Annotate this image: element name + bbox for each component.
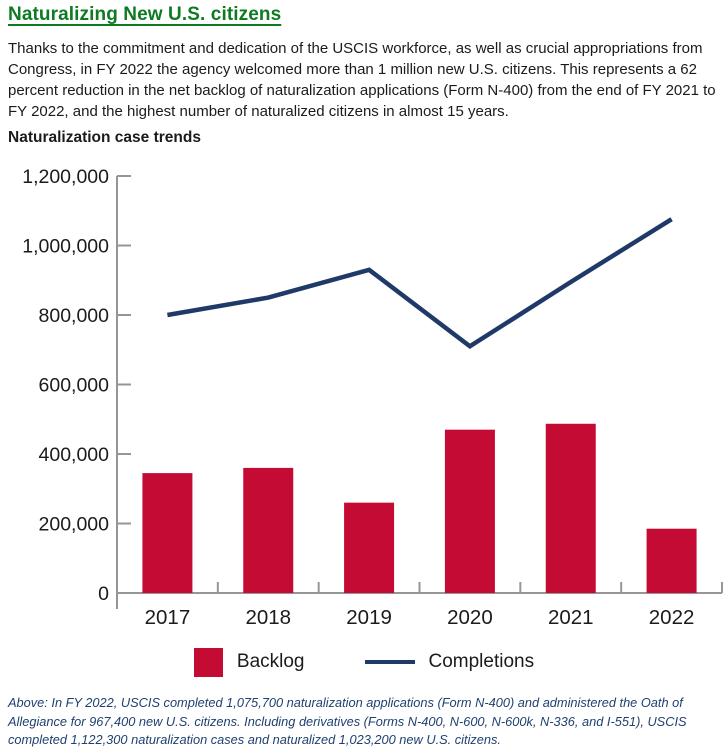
page-title: Naturalizing New U.S. citizens <box>8 4 282 25</box>
backlog-bar <box>344 503 394 593</box>
x-axis-year-label: 2021 <box>547 606 594 629</box>
chart-caption: Above: In FY 2022, USCIS completed 1,075,700 naturalization applications (Form N-400) and administered the Oath of Allegiance for 967,400 new U.S. citizens. Including derivatives (Forms N-400, N-600, N-600k, N-336, and I-551), USCIS completed 1,122,300 naturalization cases and naturalized 1,023,200 new U.S. citizens. <box>8 695 687 747</box>
y-axis-tick-label: 600,000 <box>38 374 109 397</box>
backlog-bar <box>647 529 697 593</box>
y-axis-tick-label: 400,000 <box>38 444 109 466</box>
backlog-bar <box>546 424 596 593</box>
x-axis-year-label: 2020 <box>447 606 493 629</box>
x-axis-year-label: 2022 <box>648 606 695 629</box>
completions-legend-line-swatch <box>365 660 415 665</box>
y-axis-tick-label: 0 <box>98 583 109 605</box>
y-axis-tick-label: 200,000 <box>38 513 109 536</box>
x-axis-year-label: 2018 <box>245 606 292 629</box>
y-axis-tick-label: 1,200,000 <box>22 166 109 188</box>
y-axis-tick-label: 800,000 <box>38 305 109 327</box>
chart-legend <box>0 645 728 679</box>
backlog-legend-swatch <box>194 648 223 677</box>
backlog-legend-label: Backlog <box>236 651 305 672</box>
x-axis-year-label: 2019 <box>346 606 392 629</box>
backlog-bar <box>243 468 293 593</box>
x-axis-year-label: 2017 <box>144 606 191 629</box>
y-axis-tick-label: 1,000,000 <box>22 235 109 258</box>
completions-line <box>167 219 671 346</box>
completions-legend-label: Completions <box>428 651 535 672</box>
backlog-bar <box>445 430 495 593</box>
chart-section-title: Naturalization case trends <box>8 129 201 146</box>
intro-paragraph: Thanks to the commitment and dedication of the USCIS workforce, as well as crucial appropriations from Congress, in FY 2022 the agency welcomed more than 1 million new U.S. citizens. This represents a 62 percent reduction in the net backlog of naturalization applications (Form N-400) from the end of FY 2021 to FY 2022, and the highest number of naturalized citizens in almost 15 years. <box>8 40 716 120</box>
backlog-bar <box>142 473 192 593</box>
